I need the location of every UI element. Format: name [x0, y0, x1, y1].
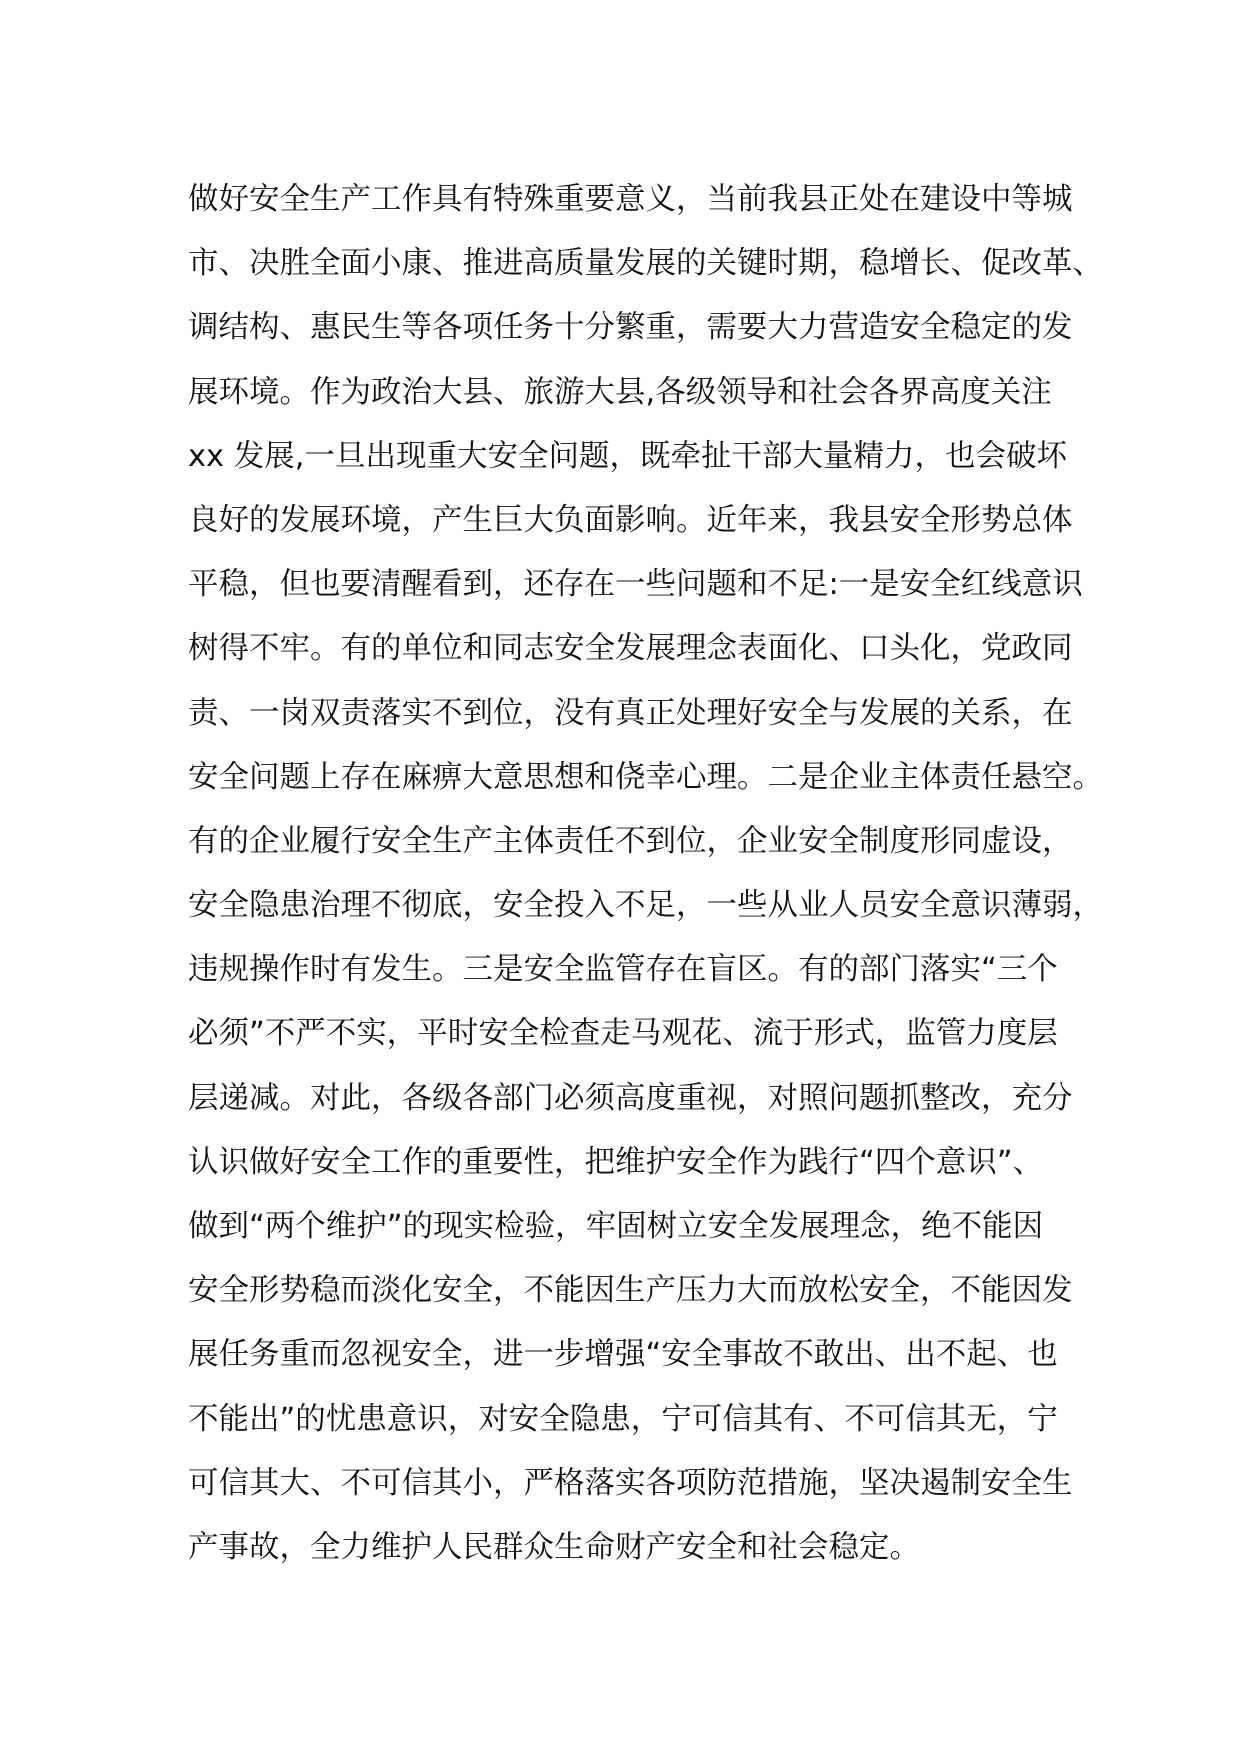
text-line: 树得不牢。有的单位和同志安全发展理念表面化、口头化，党政同	[188, 631, 1073, 667]
text-line: 安全形势稳而淡化安全，不能因生产压力大而放松安全，不能因发	[188, 1273, 1073, 1309]
text-line: 做好安全生产工作具有特殊重要意义，当前我县正处在建设中等城	[188, 182, 1073, 217]
text-line: 展任务重而忽视安全，进一步增强“安全事故不敢出、出不起、也	[188, 1337, 1058, 1373]
text-line: 安全问题上存在麻痹大意思想和侥幸心理。二是企业主体责任悬空。	[188, 759, 1103, 795]
text-line: 认识做好安全工作的重要性，把维护安全作为践行“四个意识”、	[188, 1144, 1044, 1180]
text-line: 调结构、惠民生等各项任务十分繁重，需要大力营造安全稳定的发	[188, 310, 1073, 346]
text-line: 必须”不严不实，平时安全检查走马观花、流于形式，监管力度层	[188, 1016, 1058, 1052]
text-line: 展环境。作为政治大县、旅游大县,各级领导和社会各界高度关注	[188, 374, 1052, 410]
text-line: xx 发展,一旦出现重大安全问题，既牵扯干部大量精力，也会破坏	[188, 438, 1067, 474]
text-line: 安全隐患治理不彻底，安全投入不足，一些从业人员安全意识薄弱，	[188, 888, 1103, 924]
text-line: 平稳，但也要清醒看到，还存在一些问题和不足:一是安全红线意识	[188, 567, 1083, 603]
text-line: 市、决胜全面小康、推进高质量发展的关键时期，稳增长、促改革、	[188, 246, 1103, 282]
text-line: 不能出”的忧患意识，对安全隐患，宁可信其有、不可信其无，宁	[188, 1401, 1058, 1437]
text-line: 有的企业履行安全生产主体责任不到位，企业安全制度形同虚设，	[188, 823, 1073, 859]
text-line: 做到“两个维护”的现实检验，牢固树立安全发展理念，绝不能因	[188, 1209, 1044, 1244]
text-line: 可信其大、不可信其小，严格落实各项防范措施，坚决遏制安全生	[188, 1465, 1073, 1501]
text-line: 层递减。对此，各级各部门必须高度重视，对照问题抓整改，充分	[188, 1080, 1073, 1116]
text-line: 良好的发展环境，产生巨大负面影响。近年来，我县安全形势总体	[188, 502, 1073, 538]
body-paragraph	[188, 168, 1103, 1580]
text-line: 违规操作时有发生。三是安全监管存在盲区。有的部门落实“三个	[188, 952, 1058, 988]
text-line: 责、一岗双责落实不到位，没有真正处理好安全与发展的关系，在	[188, 695, 1073, 731]
text-line: 产事故，全力维护人民群众生命财产安全和社会稳定。	[188, 1529, 920, 1565]
